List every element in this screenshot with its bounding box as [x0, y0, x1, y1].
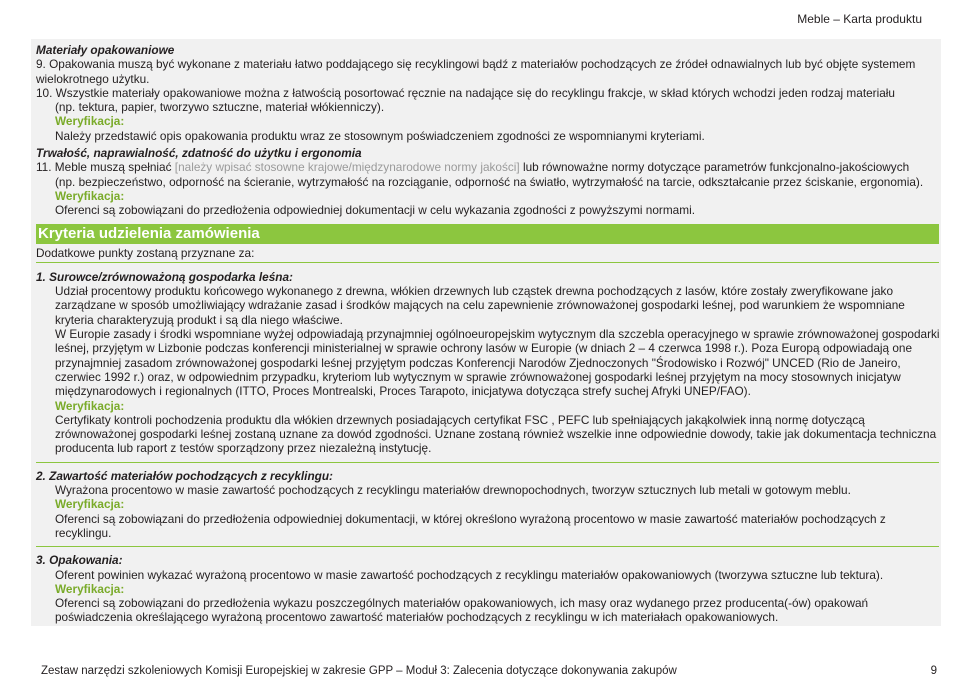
criterion-9: 9. Opakowania muszą być wykonane z materiału łatwo poddającego się recyklingowi bądź z materiałów pochodzących ze źródeł odnawialnych lub być objęte systemem wielokrotnego użytku.: [36, 57, 916, 86]
materials-heading: Materiały opakowaniowe: [36, 43, 175, 57]
footer-text: Zestaw narzędzi szkoleniowych Komisji Europejskiej w zakresie GPP – Moduł 3: Zalecenia dotyczące dokonywania zakupów: [41, 665, 677, 677]
verification-label: Weryfikacja:: [55, 581, 125, 596]
verification-text: Należy przedstawić opis opakowania produktu wraz ze stosownym poświadczeniem zgodności ze wspomnianymi kryteriami.: [55, 128, 705, 143]
verification-label: Weryfikacja:: [55, 114, 125, 129]
criterion-2-paragraph: Wyrażona procentowo w masie zawartość pochodzących z recyklingu materiałów drewnopochodnych, tworzyw sztucznych lub metali w gotowym meblu.: [55, 483, 851, 498]
durability-heading: Trwałość, naprawialność, zdatność do użytku i ergonomia: [36, 146, 362, 161]
verification-label: Weryfikacja:: [55, 497, 125, 512]
criterion-10: 10. Wszystkie materiały opakowaniowe można z łatwością posortować ręcznie na nadające się do recyklingu frakcje, w skład których wchodzi jeden rodzaj materiału: [36, 85, 895, 100]
page-footer: [41, 665, 937, 677]
verification-text: Oferenci są zobowiązani do przedłożenia odpowiedniej dokumentacji w celu wykazania zgodności z powyższymi normami.: [55, 203, 695, 218]
criterion-2-title: 2. Zawartość materiałów pochodzących z recyklingu:: [36, 468, 333, 483]
award-criterion-3: [36, 546, 939, 624]
verification-label: Weryfikacja:: [55, 398, 125, 413]
criterion-1-paragraph-2: W Europie zasady i środki wspomniane wyżej odpowiadają przynajmniej ogólnoeuropejskim wytycznym dla szczebla operacyjnego w sprawie zrównoważonej gospodarki leśnej, przyjętym w Lizbonie podczas konferencji ministerialnej w sprawie ochrony lasów w Europie (w dniach 2 – 4 czerwca 1998 r.). Poza Europą odpowiadają one przynajmniej zasadom zrównoważonej gospodarki leśnej przyjętym podczas Konferencji Narodów Zjednoczonych "Środowisko i Rozwój" UNCED (Rio de Janeiro, czerwiec 1992 r.) oraz, w odpowiednim przypadku, kryteriom lub wytycznym w sprawie zrównoważonej gospodarki leśnej przyjętym na mocy stosownych inicjatyw międzynarodowych i regionalnych (ITTO, Proces Montrealski, Proces Tarapoto, inicjatywa dotycząca strefy suchej Afryki UNEP/FAO).: [55, 327, 940, 399]
criterion-10-cont: (np. tektura, papier, tworzywo sztuczne, materiał włókienniczy).: [55, 100, 385, 115]
award-criterion-2: [36, 462, 939, 540]
criterion-3-title: 3. Opakowania:: [36, 553, 123, 568]
verification-text: Oferenci są zobowiązani do przedłożenia wykazu poszczególnych materiałów opakowaniowych, ich masy oraz wydanego przez producenta(-ów) opakowań poświadczenia określającego wyrażoną procentowo zawartość materiałów pochodzących z recyklingu w ich materiałach opakowaniowych.: [55, 596, 869, 625]
criterion-11: 11. Meble muszą spełniać [należy wpisać stosowne krajowe/międzynarodowe normy jakości] lub równoważne normy dotyczące parametrów funkcjonalno-jakościowych: [36, 160, 910, 175]
page-number: 9: [930, 665, 937, 677]
award-criterion-1: [36, 270, 940, 456]
criterion-11-cont: (np. bezpieczeństwo, odporność na ścieranie, wytrzymałość na rozciąganie, odporność na światło, wytrzymałość na tarcie, odkształcanie przez ściskanie, ergonomia).: [55, 174, 924, 189]
award-criteria-title: Kryteria udzielenia zamówienia: [36, 224, 939, 244]
award-criteria-intro: Dodatkowe punkty zostaną przyznane za:: [36, 246, 939, 263]
verification-text: Oferenci są zobowiązani do przedłożenia odpowiedniej dokumentacji, w której określono wyrażoną procentowo w masie zawartość materiałów pochodzących z recyklingu.: [55, 511, 886, 540]
placeholder-text: [należy wpisać stosowne krajowe/międzynarodowe normy jakości]: [174, 160, 520, 175]
verification-label: Weryfikacja:: [55, 188, 125, 203]
criterion-1-paragraph-1: Udział procentowy produktu końcowego wykonanego z drewna, włókien drzewnych lub cząstek drewna pochodzących z lasów, które zostały zweryfikowane jako zarządzane w sposób umożliwiający wdrażanie zasad i środków mających na celu zapewnienie zrównoważonej gospodarki leśnej, pod warunkiem że wspomniane kryteria charakteryzują produkt i są dla niego właściwe.: [55, 284, 905, 327]
verification-text: Certyfikaty kontroli pochodzenia produktu dla włókien drzewnych posiadających certyfikat FSC , PEFC lub spełniających jakąkolwiek inną normę dotyczącą zrównoważonej gospodarki leśnej zostaną uznane za dowód zgodności. Uznane zostaną również wszelkie inne odpowiednie dowody, takie jak dokumentacja techniczna producenta lub raport z testów sporządzony przez niezależną instytucję.: [55, 412, 937, 456]
criterion-1-title: 1. Surowce/zrównoważoną gospodarka leśna:: [36, 269, 293, 284]
page-header: Meble – Karta produktu: [797, 12, 922, 26]
criterion-3-paragraph: Oferent powinien wykazać wyrażoną procentowo w masie zawartość pochodzących z recyklingu materiałów opakowaniowych (tworzywa sztuczne lub tektura).: [55, 567, 884, 582]
document-body: [36, 43, 940, 625]
